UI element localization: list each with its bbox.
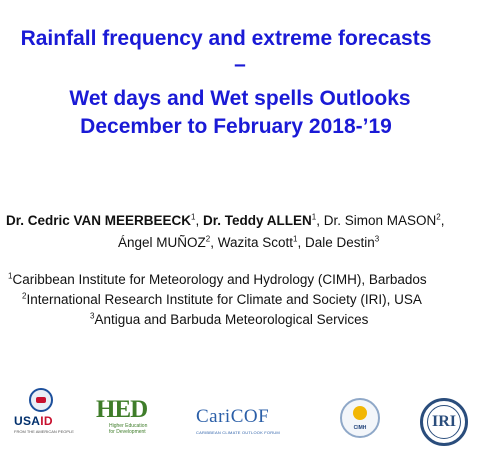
caricof-logo: [196, 406, 292, 436]
hed-tagline: Higher Education for Development: [109, 423, 148, 435]
author-sup: 1: [311, 212, 317, 222]
cimh-logo: [340, 398, 380, 438]
usaid-seal-icon: [29, 388, 53, 412]
caricof-wordmark: CariCOF: [196, 406, 270, 427]
title-line-2: –: [234, 53, 246, 76]
usaid-wordmark: USAID: [14, 414, 53, 428]
author-sup: 1: [293, 234, 298, 244]
sun-icon: [353, 406, 367, 420]
affiliation-2: $^2$International Research Institute for Climate and Society (IRI), USA: [22, 291, 422, 307]
hed-wordmark: HED: [96, 396, 148, 423]
hed-logo: [96, 396, 152, 444]
author-destin: , Dale Destin: [297, 235, 375, 250]
usaid-logo: [14, 388, 74, 436]
author-sup: 1: [191, 212, 196, 222]
author-van-meerbeeck: Dr. Cedric VAN MEERBEECK: [6, 213, 192, 228]
author-allen: Dr. Teddy ALLEN: [203, 213, 312, 228]
usaid-tagline: FROM THE AMERICAN PEOPLE: [14, 429, 74, 434]
affiliation-1: $^1$Caribbean Institute for Meteorology and Hydrology (CIMH), Barbados: [8, 271, 427, 287]
author-sup: 2: [205, 234, 211, 244]
author-separator: ,: [195, 213, 204, 228]
authors-line-2: [118, 235, 379, 250]
title-line-1: Rainfall frequency and extreme forecasts: [20, 27, 432, 50]
caricof-tagline: CARIBBEAN CLIMATE OUTLOOK FORUM: [196, 430, 280, 435]
author-sup: 2: [436, 212, 441, 222]
author-mason: , Dr. Simon MASON: [316, 213, 437, 228]
authors-line-1: [6, 213, 444, 228]
author-scott: , Wazita Scott: [210, 235, 294, 250]
iri-wordmark: IRI: [432, 413, 457, 430]
title-line-3: Wet days and Wet spells Outlooks: [69, 87, 411, 110]
affiliation-3: $^3$Antigua and Barbuda Meteorological Services: [90, 311, 369, 327]
cimh-wordmark: CIMH: [353, 425, 367, 431]
author-separator: ,: [440, 213, 445, 228]
iri-logo: [420, 398, 468, 446]
author-munoz: Ángel MUÑOZ: [118, 235, 206, 250]
title-line-4: December to February 2018-’19: [80, 115, 392, 138]
author-sup: 3: [374, 234, 380, 244]
